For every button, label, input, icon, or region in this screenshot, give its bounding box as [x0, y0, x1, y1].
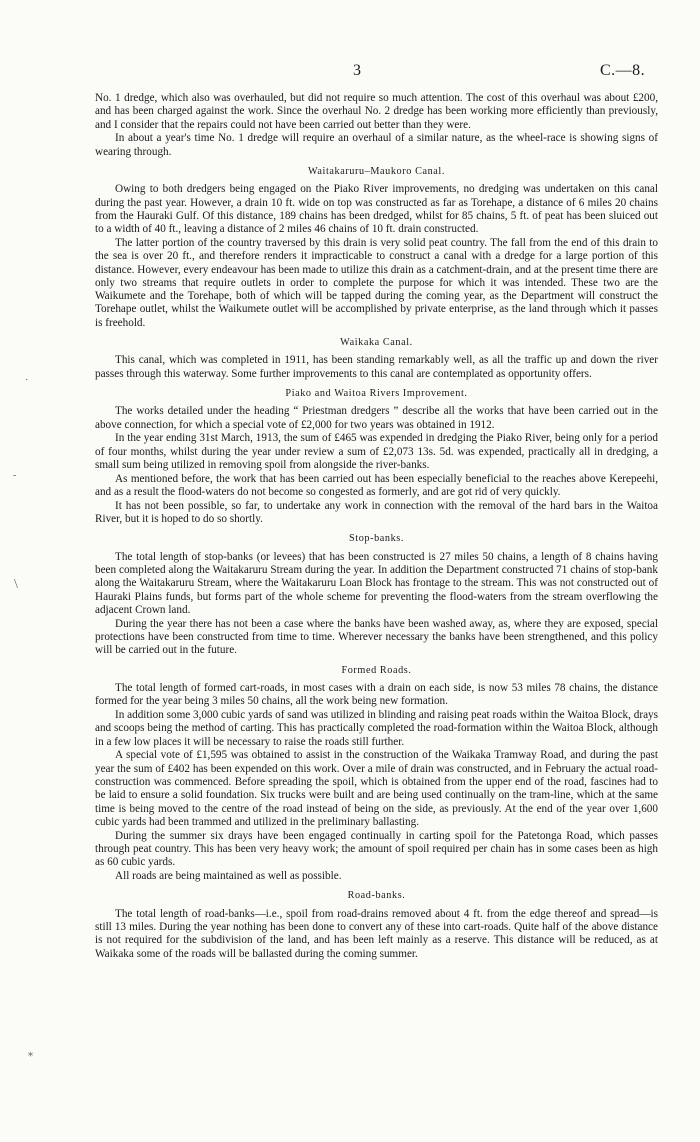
section-heading-piako-waitoa: Piako and Waitoa Rivers Improvement. [285, 387, 468, 399]
paragraph: The latter portion of the country traversed by this drain is very solid peat country. The fall from the end of this drain to the sea is over 20 ft., and therefore renders it impracticable to construct a canal with a dredge for a large portion of this distance. However, every endeavour has been made to utilize this drain as a catchment-drain, and at the present time there are only two streams that require outlets in order to complete the purpose for which it was intended. These two are the Waikumete and the Torehape, both of which will be tapped during the coming year, as the Department will construct the Torehape outlet, whilst the Waikumete outlet will be accomplished by private enterprise, as the land through which it passes is freehold. [95, 236, 658, 329]
paragraph: Owing to both dredgers being engaged on the Piako River improvements, no dredging was undertaken on this canal during the past year. However, a drain 10 ft. wide on top was constructed as far as Torehape, a distance of 6 miles 20 chains from the Hauraki Gulf. Of this distance, 189 chains has been dredged, whilst for 85 chains, 5 ft. of peat has been sluiced out to a width of 40 ft., leaving a distance of 2 miles 46 chains of 10 ft. drain constructed. [95, 183, 658, 236]
paragraph: In addition some 3,000 cubic yards of sand was utilized in blinding and raising peat roads within the Waitoa Block, drays and scoops being the method of carting. This has practically completed the road-formation within the Waitoa Block, although in a few low places it will be necessary to raise the roads still further. [95, 708, 658, 748]
margin-stroke: \ [14, 577, 18, 592]
paragraph: No. 1 dredge, which also was overhauled, but did not require so much attention. The cost of this overhaul was about £200, and has been charged against the work. Since the overhaul No. 2 dredge has been working more efficiently than previously, and I consider that the repairs could not have been carried out better than they were. [95, 92, 658, 131]
paragraph: This canal, which was completed in 1911, has been standing remarkably well, as all the traffic up and down the river passes through this waterway. Some further improvements to this canal are contemplated as opportunity offers. [95, 354, 658, 380]
paragraph: In about a year's time No. 1 dredge will require an overhaul of a similar nature, as the wheel-race is showing signs of wearing through. [95, 132, 658, 158]
page-number: 3 [353, 62, 361, 79]
paragraph: It has not been possible, so far, to undertake any work in connection with the removal of the hard bars in the Waitoa River, but it is hoped to do so shortly. [95, 499, 658, 526]
paragraph: As mentioned before, the work that has been carried out has been especially beneficial to the reaches above Kerepeehi, and as a result the flood-waters do not become so congested as formerly, and are got rid of very quickly. [95, 472, 658, 499]
paragraph: The total length of formed cart-roads, in most cases with a drain on each side, is now 53 miles 78 chains, the distance formed for the year being 3 miles 50 chains, all the work being new formation. [95, 681, 658, 708]
section-heading-waitakaruru-canal: Waitakaruru–Maukoro Canal. [308, 165, 445, 177]
section-heading-formed-roads: Formed Roads. [341, 664, 412, 676]
section-heading-waikaka-canal: Waikaka Canal. [340, 337, 413, 349]
document-reference: C.—8. [600, 62, 646, 79]
paragraph: In the year ending 31st March, 1913, the sum of £465 was expended in dredging the Piako River, being only for a period of four months, whilst during the year under review a sum of £2,073 13s. 5d. was expended, practically all in dredging, a small sum being utilized in removing spoil from alongside the river-banks. [95, 432, 658, 471]
paragraph: During the summer six drays have been engaged continually in carting spoil for the Patetonga Road, which passes through peat country. This has been very heavy work; the amount of spoil required per chain has in some cases been as high as 60 cubic yards. [95, 829, 658, 869]
margin-dot: · [25, 375, 29, 386]
document-body [95, 92, 658, 961]
paragraph: The works detailed under the heading “ Priestman dredgers ” describe all the works that have been carried out in the above connection, for which a special vote of £2,000 for two years was obtained in 1912. [95, 405, 658, 431]
paragraph: During the year there has not been a case where the banks have been washed away, as, where they are exposed, special protections have been constructed from time to time. Wherever necessary the banks have been strengthened, and this policy will be carried out in the future. [95, 617, 658, 657]
paragraph: The total length of road-banks—i.e., spoil from road-drains removed about 4 ft. from the edge thereof and spread—is still 13 miles. During the year nothing has been done to convert any of these into cart-roads. Quite half of the above distance is not required for the subdivision of the land, and has been left mainly as a reserve. This distance will be reduced, as at Waikaka some of the roads will be ballasted during the coming summer. [95, 907, 658, 960]
paragraph: All roads are being maintained as well as possible. [115, 870, 342, 883]
section-heading-road-banks: Road-banks. [347, 890, 406, 902]
paragraph: The total length of stop-banks (or levees) that has been constructed is 27 miles 50 chains, a length of 8 chains having been completed along the Waitakaruru Stream during the year. In addition the Department constructed 71 chains of stop-bank along the Waitakaruru Stream, where the Waitakaruru Loan Block has frontage to the stream. This was not constructed out of Hauraki Plains funds, but forms part of the whole scheme for preventing the flood-waters from the stream overflowing the adjacent Crown land. [95, 550, 658, 616]
margin-dash: - [13, 470, 17, 481]
section-heading-stop-banks: Stop-banks. [349, 533, 404, 545]
paragraph: A special vote of £1,595 was obtained to assist in the construction of the Waikaka Tramway Road, and during the past year the sum of £402 has been expended on this work. Over a mile of drain was constructed, and in February the actual road-construction was commenced. Before spreading the spoil, which is obtained from the upper end of the road, fascines had to be laid to ensure a solid foundation. Six trucks were built and are being used continually on the tram-line, which at the same time is being moved to the centre of the road instead of being on the side, as previously. At the end of the year over 1,600 cubic yards had been trammed and utilized in the preliminary ballasting. [95, 749, 658, 828]
page-header [0, 62, 700, 82]
margin-mark-bottom: ⁎ [28, 1048, 33, 1059]
